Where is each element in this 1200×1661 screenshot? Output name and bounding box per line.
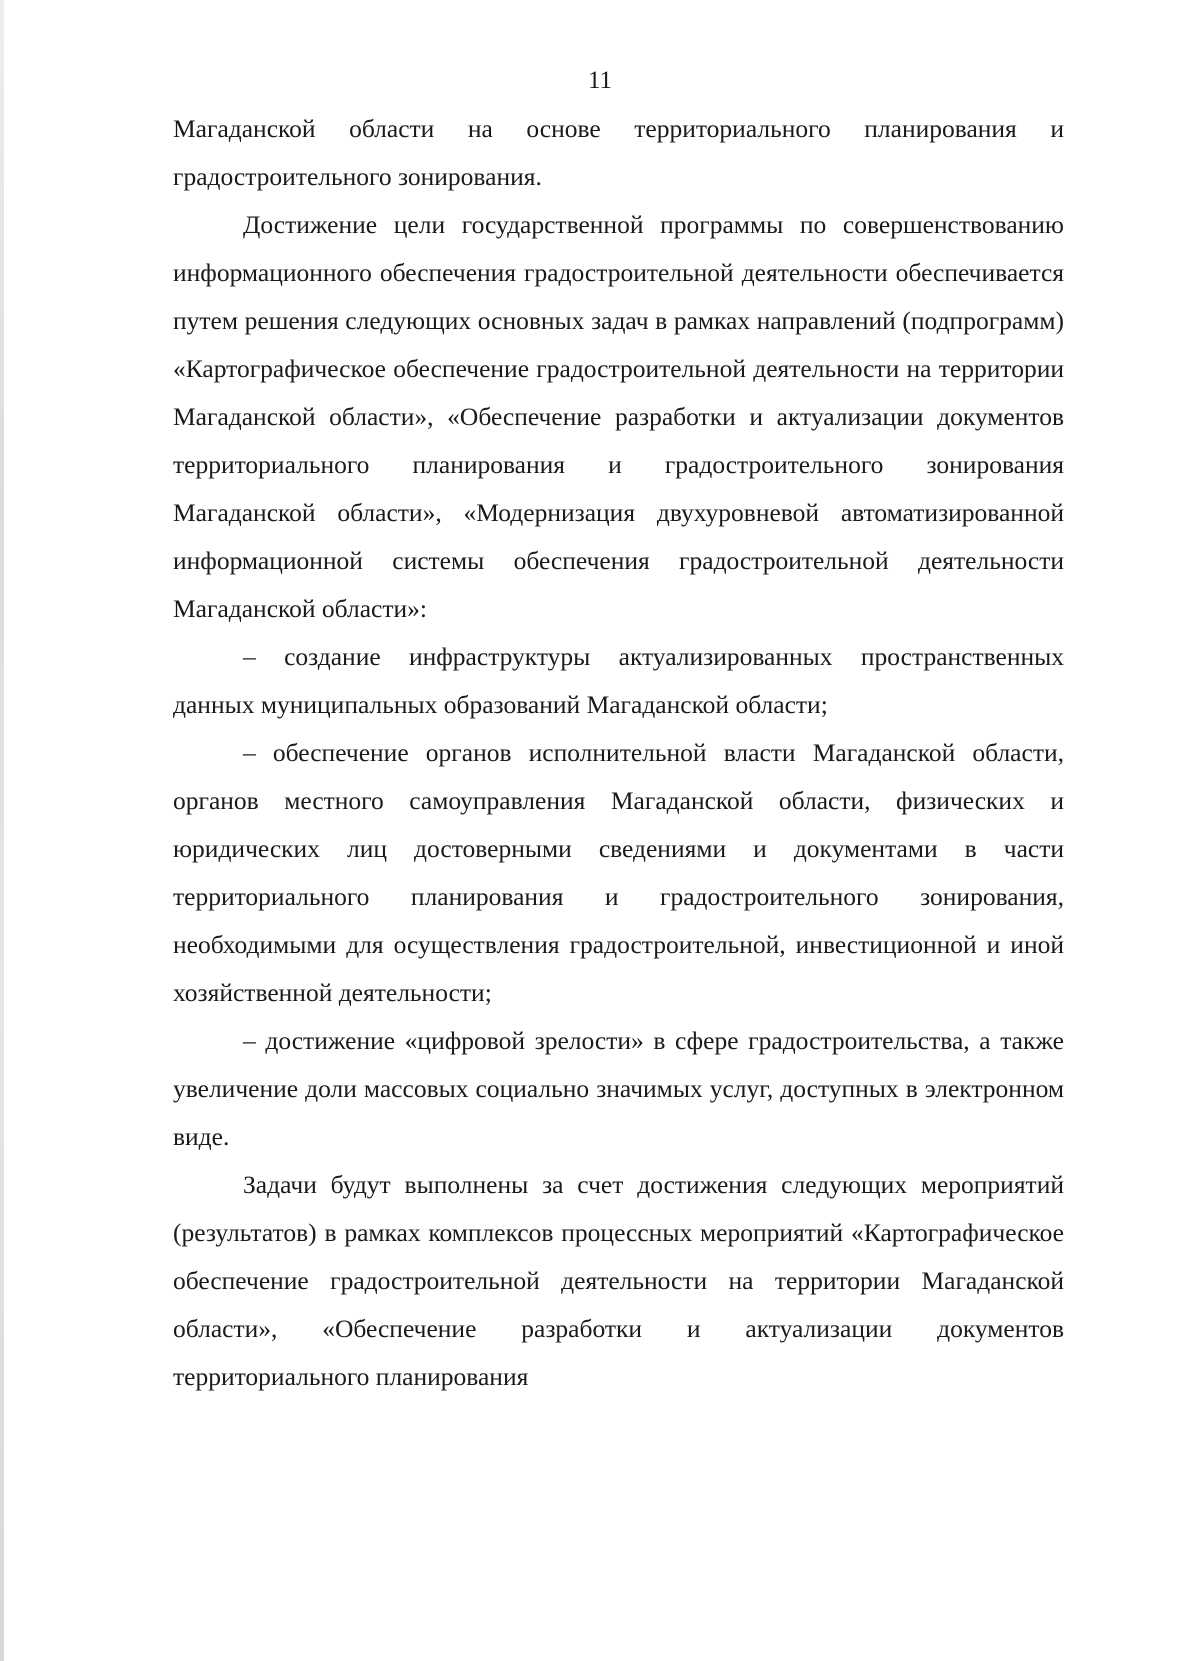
scan-edge-shadow: [0, 0, 4, 1661]
document-body: [173, 105, 1064, 1401]
list-item-1: – создание инфраструктуры актуализированных пространственных данных муниципальных образований Магаданской области;: [173, 642, 1064, 719]
paragraph-1: Магаданской области на основе территориального планирования и градостроительного зонирования.: [173, 114, 1064, 191]
paragraph-2: Достижение цели государственной программы по совершенствованию информационного обеспечения градостроительной деятельности обеспечивается путем решения следующих основных задач в рамках направлений (подпрограмм) «Картографическое обеспечение градостроительной деятельности на территории Магаданской области», «Обеспечение разработки и актуализации документов территориального планирования и градостроительного зонирования Магаданской области», «Модернизация двухуровневой автоматизированной информационной системы обеспечения градостроительной деятельности Магаданской области»:: [173, 210, 1064, 623]
list-item-3: – достижение «цифровой зрелости» в сфере градостроительства, а также увеличение доли массовых социально значимых услуг, доступных в электронном виде.: [173, 1026, 1064, 1151]
page-number: 11: [587, 67, 613, 94]
list-item-2: – обеспечение органов исполнительной власти Магаданской области, органов местного самоуправления Магаданской области, физических и юридических лиц достоверными сведениями и документами в части территориального планирования и градостроительного зонирования, необходимыми для осуществления градостроительной, инвестиционной и иной хозяйственной деятельности;: [173, 738, 1064, 1007]
paragraph-3: Задачи будут выполнены за счет достижения следующих мероприятий (результатов) в рамках комплексов процессных мероприятий «Картографическое обеспечение градостроительной деятельности на территории Магаданской области», «Обеспечение разработки и актуализации документов территориального планирования: [173, 1170, 1064, 1391]
